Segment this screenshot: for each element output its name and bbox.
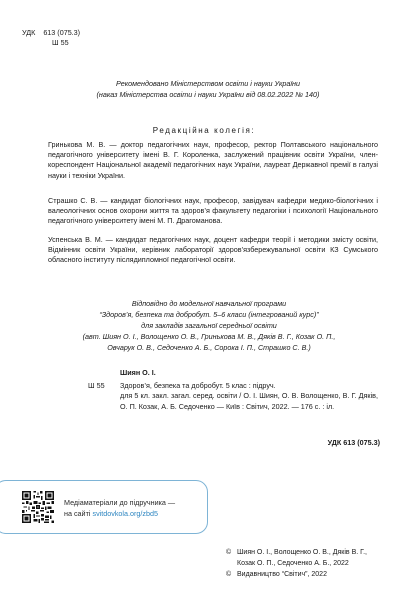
biblio-title: Здоров’я, безпека та добробут. 5 клас : підруч. — [120, 381, 276, 390]
recommendation — [30, 78, 386, 100]
biblio-author: Шиян О. І. — [120, 368, 156, 377]
qr-code-icon[interactable] — [22, 491, 54, 523]
board-member: Гринькова М. В. — доктор педагогічних наук, професор, ректор Полтавського національного педагогічного університету імені В. Г. Короленка, заслужений працівник освіти України, член-кореспондент Національної академії педагогічних наук України, лауреат Державної премії в галузі науки і техніки України. — [48, 140, 378, 180]
recommendation-order: (наказ Міністерства освіти і науки України від 08.02.2022 № 140) — [96, 90, 320, 99]
recommendation-line: Рекомендовано Міністерством освіти і науки України — [116, 79, 300, 88]
copyright-symbol: © — [226, 549, 232, 556]
program-line: “Здоров’я, безпека та добробут. 5–6 класи (інтегрований курс)” — [99, 310, 319, 319]
program-line: Овчарук О. В., Седоченко А. Б., Сорока І. П., Страшко С. В.) — [107, 343, 311, 352]
udk-code: 613 (075.3) — [43, 28, 81, 37]
program-line: Відповідно до модельної навчальної програми — [131, 299, 287, 308]
copyright-block — [226, 548, 367, 580]
copyright-line: Видавництво “Світич”, 2022 — [237, 570, 327, 578]
media-text — [64, 498, 175, 519]
media-prefix: на сайті — [64, 508, 93, 518]
program-line: (авт. Шиян О. І., Волощенко О. В., Гринькова М. В., Дяків В. Г., Козак О. П., — [82, 332, 336, 341]
udk-label: УДК — [22, 28, 36, 37]
media-line: Медіаматеріали до підручника — — [64, 498, 176, 507]
biblio-details: для 5 кл. закл. загал. серед. освіти / О. І. Шиян, О. В. Волощенко, В. Г. Дяків, О. П. Козак, А. Б. Седоченко — Київ : Світич, 2022. — 176 с. : іл. — [120, 391, 378, 411]
board-member: Страшко С. В. — кандидат біологічних наук, професор, завідувач кафедри медико-біологічних і валеологічних основ охорони життя та здоров’я факультету педагогіки і психології Національного педагогічного університету імені М. П. Драгоманова. — [48, 196, 378, 226]
udk-bottom: УДК 613 (075.3) — [327, 438, 380, 447]
program-line: для закладів загальної середньої освіти — [141, 321, 277, 330]
copyright-symbol: © — [226, 570, 232, 578]
program-note — [40, 298, 378, 353]
udk-block-top — [22, 28, 80, 48]
biblio-sh-code: Ш 55 — [88, 381, 105, 390]
copyright-line: Козак О. П., Седоченко А. Б., 2022 — [237, 559, 349, 567]
copyright-symbol — [226, 559, 237, 570]
media-link[interactable]: svitdovkola.org/zbd5 — [92, 508, 158, 518]
editorial-board-heading: Редакційна колегія: — [152, 126, 256, 135]
board-member: Успенська В. М. — кандидат педагогічних наук, доцент кафедри теорії і методики змісту освіти, Відмінник освіти України, керівник лабораторії здоров’язбережувальної освіти КЗ Сумського обласного інституту післядипломної педагогічної освіти. — [48, 235, 378, 265]
sh-code: Ш 55 — [52, 38, 69, 47]
copyright-line: Шиян О. І., Волощенко О. В., Дяків В. Г., — [237, 549, 367, 556]
biblio-record — [88, 381, 378, 412]
